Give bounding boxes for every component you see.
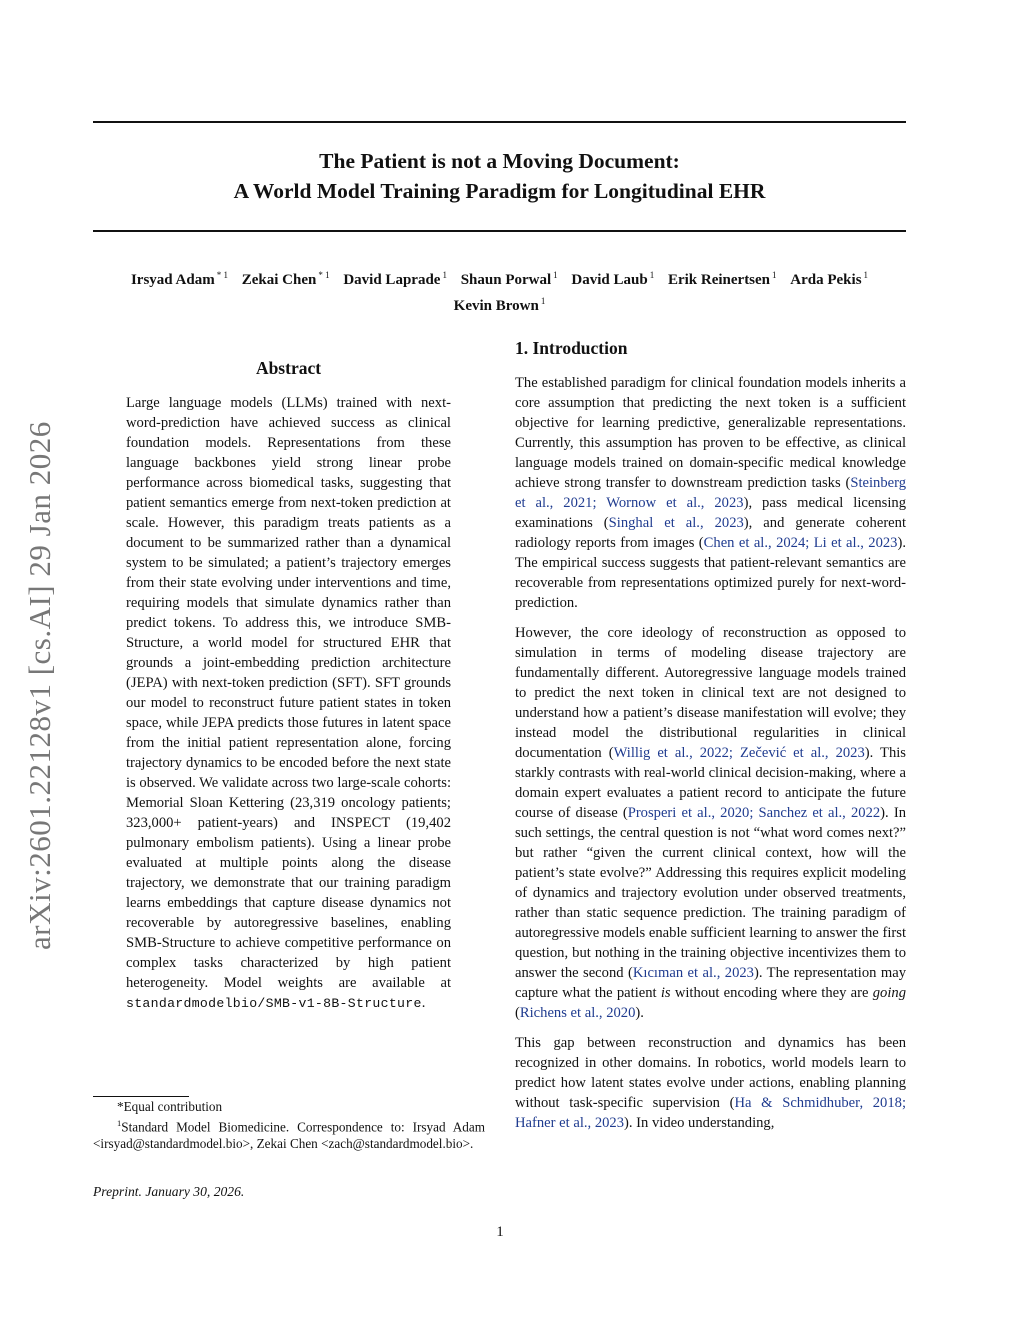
title-bottom-rule <box>93 230 906 232</box>
author: Shaun Porwal $^1$ <box>460 270 558 288</box>
author: David Laprade $^1$ <box>343 270 447 288</box>
arxiv-identifier-stamp: arXiv:2601.22128v1 [cs.AI] 29 Jan 2026 <box>22 421 57 950</box>
abstract-text: Large language models (LLMs) trained with next-word-prediction have achieved success as clinical foundation models. Representations from these language backbones yield strong linear probe performance across biomedical tasks, suggesting that patient semantics emerge from next-token prediction at scale. However, this paradigm treats patients as a document to be summarized rather than a dynamical system to be simulated; a patient’s trajectory emerges from their state evolving under interventions and time, requiring models that simulate dynamics rather than predict tokens. To address this, we introduce SMB-Structure, a world model for structured EHR that grounds a joint-embedding prediction architecture (JEPA) with next-token prediction (SFT). SFT grounds our model to reconstruct future patient states in token space, while JEPA predicts those futures in latent space from the initial patient representation alone, forcing trajectory dynamics to be encoded before the next state is observed. We validate across two large-scale cohorts: Memorial Sloan Kettering (23,319 oncology patients; 323,000+ patient-years) and INSPECT (19,402 pulmonary embolism patients). Using a linear probe evaluated at multiple points along the disease trajectory, we demonstrate that our training paradigm learns embeddings that capture disease dynamics not recoverable by autoregressive baselines, enabling SMB-Structure to achieve competitive performance on complex tasks characterized by high patient heterogeneity. Model weights are available at standardmodelbio/SMB-v1-8B-Structure. <box>126 395 451 1011</box>
author: Arda Pekis $^1$ <box>790 270 869 288</box>
introduction-body <box>515 373 906 1143</box>
citation-link[interactable]: Singhal et al., 2023 <box>608 515 744 531</box>
citation-link[interactable]: Kıcıman et al., 2023 <box>632 965 754 981</box>
author: Zekai Chen $^{* 1}$ <box>241 270 330 288</box>
citation-link[interactable]: Steinberg et al., 2021; Wornow et al., 2023 <box>515 475 906 511</box>
abstract-heading: Abstract <box>255 358 322 378</box>
title-line-1: The Patient is not a Moving Document: <box>319 149 680 173</box>
citation-link[interactable]: Prosperi et al., 2020; Sanchez et al., 2022 <box>627 805 881 821</box>
section-heading-introduction: 1. Introduction <box>515 338 628 358</box>
author: Kevin Brown $^1$ <box>453 296 546 314</box>
preprint-date: Preprint. January 30, 2026. <box>93 1184 245 1199</box>
author: Erik Reinertsen $^1$ <box>667 270 777 288</box>
paragraph: This gap between reconstruction and dynamics has been recognized in other domains. In robotics, world models learn to predict how latent states evolve under actions, enabling planning without task-specific supervision (Ha & Schmidhuber, 2018; Hafner et al., 2023). In video understanding, <box>515 1035 906 1131</box>
footnote-rule <box>93 1096 189 1097</box>
footnote-affiliation: $^1$Standard Model Biomedicine. Correspondence to: Irsyad Adam <irsyad@standardmodel.bio>, Zekai Chen <zach@standardmodel.bio>. <box>93 1118 485 1152</box>
author: Irsyad Adam $^{* 1}$ <box>130 270 228 288</box>
paragraph: However, the core ideology of reconstruction as opposed to simulation in terms of modeling disease trajectory are fundamentally different. Autoregressive language models trained to predict the next token in clinical text are not designed to understand how a patient’s disease manifestation will evolve; they instead model the distributional regularities in clinical documentation (Willig et al., 2022; Zečević et al., 2023). This starkly contrasts with real-world clinical decision-making, where a domain expert evaluates a patient record to anticipate the future course of disease (Prosperi et al., 2020; Sanchez et al., 2022). In such settings, the central question is not “what word comes next?” but rather “given the current clinical context, how will the patient’s state evolve?” Addressing this requires explicit modeling of dynamics and trajectory evolution under observed treatments, rather than static sequence prediction. The training paradigm of autoregressive models enable sufficient learning to answer the first question, but nothing in the training objective incentivizes them to answer the second (Kıcıman et al., 2023). The representation may capture what the patient is without encoding where they are going (Richens et al., 2020). <box>515 625 906 1021</box>
citation-link[interactable]: Chen et al., 2024; Li et al., 2023 <box>703 535 898 551</box>
paragraph: The established paradigm for clinical foundation models inherits a core assumption that predicting the next token is a sufficient objective for learning predictive, generalizable representations. Currently, this assumption has proven to be effective, as clinical language models trained on domain-specific medical knowledge achieve strong transfer to downstream prediction tasks (Steinberg et al., 2021; Wornow et al., 2023), pass medical licensing examinations (Singhal et al., 2023), and generate coherent radiology reports from images (Chen et al., 2024; Li et al., 2023). The empirical success suggests that patient-relevant semantics are recoverable from representations optimized purely for next-word-prediction. <box>515 375 907 611</box>
author: David Laub $^1$ <box>571 270 655 288</box>
footnote-equal-contribution: *Equal contribution <box>117 1099 223 1114</box>
paper-title <box>93 146 906 206</box>
page-number: 1 <box>496 1224 504 1240</box>
model-weights-path[interactable]: standardmodelbio/SMB-v1-8B-Structure <box>126 996 422 1011</box>
citation-link[interactable]: Ha & Schmidhuber, 2018; Hafner et al., 2023 <box>515 1095 906 1131</box>
footnotes <box>93 1098 485 1152</box>
author-list <box>93 265 906 317</box>
title-line-2: A World Model Training Paradigm for Longitudinal EHR <box>233 179 766 203</box>
citation-link[interactable]: Richens et al., 2020 <box>519 1005 636 1021</box>
citation-link[interactable]: Willig et al., 2022; Zečević et al., 2023 <box>613 745 865 761</box>
title-top-rule <box>93 121 906 123</box>
